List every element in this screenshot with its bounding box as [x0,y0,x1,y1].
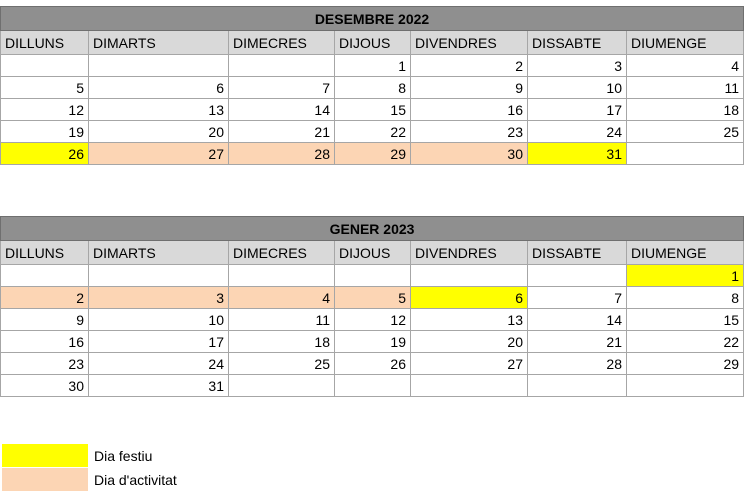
week-row [1,265,744,287]
empty-day-cell [229,265,335,287]
day-cell: 19 [1,121,89,143]
day-cell: 30 [411,143,528,165]
day-cell: 21 [528,331,627,353]
day-cell: 14 [229,99,335,121]
week-row [1,375,744,397]
day-cell: 28 [528,353,627,375]
day-cell: 5 [1,77,89,99]
day-cell: 11 [229,309,335,331]
day-cell: 4 [229,287,335,309]
day-cell: 12 [335,309,411,331]
empty-day-cell [229,55,335,77]
day-cell: 31 [528,143,627,165]
day-cell: 28 [229,143,335,165]
day-cell: 7 [528,287,627,309]
day-cell: 22 [335,121,411,143]
calendar-title: DESEMBRE 2022 [1,7,744,31]
empty-day-cell [1,55,89,77]
day-cell: 5 [335,287,411,309]
day-cell: 6 [411,287,528,309]
day-cell: 23 [1,353,89,375]
day-cell: 17 [89,331,229,353]
week-row [1,143,744,165]
weekday-header: DIMECRES [229,241,335,265]
day-cell: 29 [627,353,744,375]
empty-day-cell [335,375,411,397]
weekday-header: DIMARTS [89,241,229,265]
day-cell: 20 [411,331,528,353]
day-cell: 3 [89,287,229,309]
weekday-header: DIJOUS [335,31,411,55]
week-row [1,309,744,331]
week-row [1,99,744,121]
calendar-january-2023 [0,216,744,397]
day-cell: 1 [335,55,411,77]
legend-holiday [2,444,152,467]
calendar-title: GENER 2023 [1,217,744,241]
day-cell: 7 [229,77,335,99]
week-row [1,331,744,353]
weekday-header: DILLUNS [1,31,89,55]
day-cell: 13 [411,309,528,331]
day-cell: 10 [528,77,627,99]
day-cell: 10 [89,309,229,331]
day-cell: 22 [627,331,744,353]
weekday-header: DIVENDRES [411,31,528,55]
empty-day-cell [528,265,627,287]
day-cell: 29 [335,143,411,165]
day-cell: 18 [229,331,335,353]
day-cell: 19 [335,331,411,353]
day-cell: 14 [528,309,627,331]
holiday-label: Dia festiu [94,447,153,464]
day-cell: 12 [1,99,89,121]
day-cell: 16 [411,99,528,121]
day-cell: 8 [627,287,744,309]
weekday-header: DIUMENGE [627,31,744,55]
day-cell: 30 [1,375,89,397]
day-cell: 27 [89,143,229,165]
day-cell: 18 [627,99,744,121]
day-cell: 21 [229,121,335,143]
empty-day-cell [89,265,229,287]
weekday-header: DIMARTS [89,31,229,55]
day-cell: 25 [229,353,335,375]
day-cell: 8 [335,77,411,99]
weekday-header-row [1,31,744,55]
empty-day-cell [627,375,744,397]
day-cell: 9 [1,309,89,331]
day-cell: 24 [528,121,627,143]
day-cell: 1 [627,265,744,287]
week-row [1,121,744,143]
weekday-header: DISSABTE [528,241,627,265]
day-cell: 2 [1,287,89,309]
day-cell: 15 [627,309,744,331]
week-row [1,55,744,77]
empty-day-cell [627,143,744,165]
day-cell: 4 [627,55,744,77]
day-cell: 31 [89,375,229,397]
empty-day-cell [229,375,335,397]
legend-activity [2,468,177,491]
weekday-header-row [1,241,744,265]
day-cell: 26 [1,143,89,165]
day-cell: 3 [528,55,627,77]
day-cell: 23 [411,121,528,143]
day-cell: 13 [89,99,229,121]
day-cell: 27 [411,353,528,375]
day-cell: 6 [89,77,229,99]
day-cell: 16 [1,331,89,353]
day-cell: 20 [89,121,229,143]
week-row [1,353,744,375]
week-row [1,287,744,309]
empty-day-cell [1,265,89,287]
day-cell: 25 [627,121,744,143]
weekday-header: DIJOUS [335,241,411,265]
weekday-header: DIVENDRES [411,241,528,265]
activity-label: Dia d'activitat [94,471,177,488]
day-cell: 24 [89,353,229,375]
empty-day-cell [528,375,627,397]
empty-day-cell [89,55,229,77]
weekday-header: DIUMENGE [627,241,744,265]
day-cell: 2 [411,55,528,77]
weekday-header: DISSABTE [528,31,627,55]
day-cell: 17 [528,99,627,121]
weekday-header: DIMECRES [229,31,335,55]
week-row [1,77,744,99]
empty-day-cell [335,265,411,287]
weekday-header: DILLUNS [1,241,89,265]
calendar-december-2022 [0,6,744,165]
empty-day-cell [411,265,528,287]
day-cell: 15 [335,99,411,121]
day-cell: 9 [411,77,528,99]
day-cell: 11 [627,77,744,99]
day-cell: 26 [335,353,411,375]
activity-swatch [2,468,88,491]
holiday-swatch [2,444,88,467]
empty-day-cell [411,375,528,397]
